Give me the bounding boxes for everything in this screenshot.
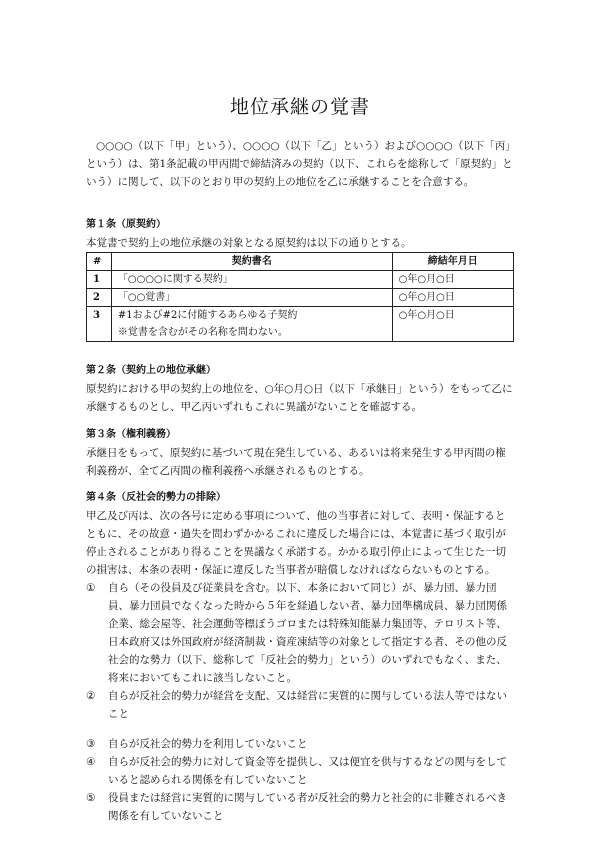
list-item <box>86 753 514 789</box>
article-4 <box>86 489 514 825</box>
intro-text: ○○○○（以下「甲」という）、○○○○（以下「乙」という）および○○○○（以下「丙」という）は、第1条記載の甲丙間で締結済みの契約（以下、これらを総称して「原契約」という）に関して、以下のとおり甲の契約上の地位を乙に承継することを合意する。 <box>86 140 513 188</box>
item-text: 自らが反社会的勢力に対して資金等を提供し、又は便宜を供与するなどの関与をしていると認められる関係を有していないこと <box>108 756 507 786</box>
contract-date: ○年○月○日 <box>392 271 513 289</box>
column-header-contract-name: 契約書名 <box>111 253 392 271</box>
article-4-heading: 第４条（反社会的勢力の排除） <box>86 492 226 503</box>
list-item <box>86 789 514 825</box>
intro-paragraph <box>86 137 514 191</box>
item-number: ⑤ <box>86 792 96 804</box>
row-number: 3 <box>87 307 112 342</box>
list-item <box>86 579 514 687</box>
item-number: ③ <box>86 738 96 750</box>
column-header-number: # <box>87 253 112 271</box>
contract-name-cell <box>111 307 392 342</box>
list-item <box>86 735 514 753</box>
column-header-date: 締結年月日 <box>392 253 513 271</box>
contract-name: 「○○覚書」 <box>111 289 392 307</box>
item-text: 役員または経営に実質的に関与している者が反社会的勢力と社会的に非難されるべき関係を有していないこと <box>108 792 507 822</box>
article-1-heading: 第１条（原契約） <box>86 219 166 230</box>
article-2-heading: 第２条（契約上の地位承継） <box>86 365 216 376</box>
contract-name: #1および#2に付随するあらゆる子契約 <box>117 310 298 321</box>
item-number: ② <box>86 690 96 702</box>
document-title: 地位承継の覚書 <box>229 96 370 118</box>
article-4-items <box>86 579 514 825</box>
table-row <box>87 271 514 289</box>
table-header-row <box>87 253 514 271</box>
item-number: ① <box>86 582 96 594</box>
row-number: 1 <box>87 271 112 289</box>
article-1 <box>86 216 514 342</box>
list-item <box>86 687 514 723</box>
table-row <box>87 289 514 307</box>
article-4-text: 甲乙及び丙は、次の各号に定める事項について、他の当事者に対して、表明・保証するとともに、その故意・過失を問わずかかるこれに違反した場合には、本覚書に基づく取引が停止されることがあり得ることを異議なく承諾する。かかる取引停止によって生じた一切の損害は、本条の表明・保証に違反した当事者が賠償しなければならないものとする。 <box>86 510 506 576</box>
contract-name-note: ※覚書を含むがその名称を問わない。 <box>117 327 288 338</box>
item-text: 自ら（その役員及び従業員を含む。以下、本条において同じ）が、暴力団、暴力団員、暴力団員でなくなった時から５年を経過しない者、暴力団準構成員、暴力団関係企業、総会屋等、社会運動等標ぼうゴロまたは特殊知能暴力集団等、テロリスト等、日本政府又は外国政府が経済制裁・資産凍結等の対象として指定する者、その他の反社会的な勢力（以下、総称して「反社会的勢力」という）のいずれでもなく、また、将来においてもこれに該当しないこと。 <box>108 582 507 684</box>
article-3-heading: 第３条（権利義務） <box>86 429 176 440</box>
contract-date: ○年○月○日 <box>392 307 513 342</box>
row-number: 2 <box>87 289 112 307</box>
article-3 <box>86 426 514 480</box>
contracts-table <box>86 252 514 342</box>
item-text: 自らが反社会的勢力を利用していないこと <box>108 738 308 750</box>
article-1-text: 本覚書で契約上の地位承継の対象となる原契約は以下の通りとする。 <box>86 237 412 249</box>
item-number: ④ <box>86 756 96 768</box>
article-2 <box>86 362 514 416</box>
contract-name: 「○○○○に関する契約」 <box>111 271 392 289</box>
item-text: 自らが反社会的勢力が経営を支配、又は経営に実質的に関与している法人等ではないこと <box>108 690 507 720</box>
article-2-text: 原契約における甲の契約上の地位を、○年○月○日（以下「承継日」という）をもって乙に承継するものとし、甲乙丙いずれもこれに異議がないことを確認する。 <box>86 383 513 413</box>
table-row <box>87 307 514 342</box>
contract-date: ○年○月○日 <box>392 289 513 307</box>
article-3-text: 承継日をもって、原契約に基づいて現在発生している、あるいは将来発生する甲丙間の権利義務が、全て乙丙間の権利義務へ承継されるものとする。 <box>86 447 506 477</box>
